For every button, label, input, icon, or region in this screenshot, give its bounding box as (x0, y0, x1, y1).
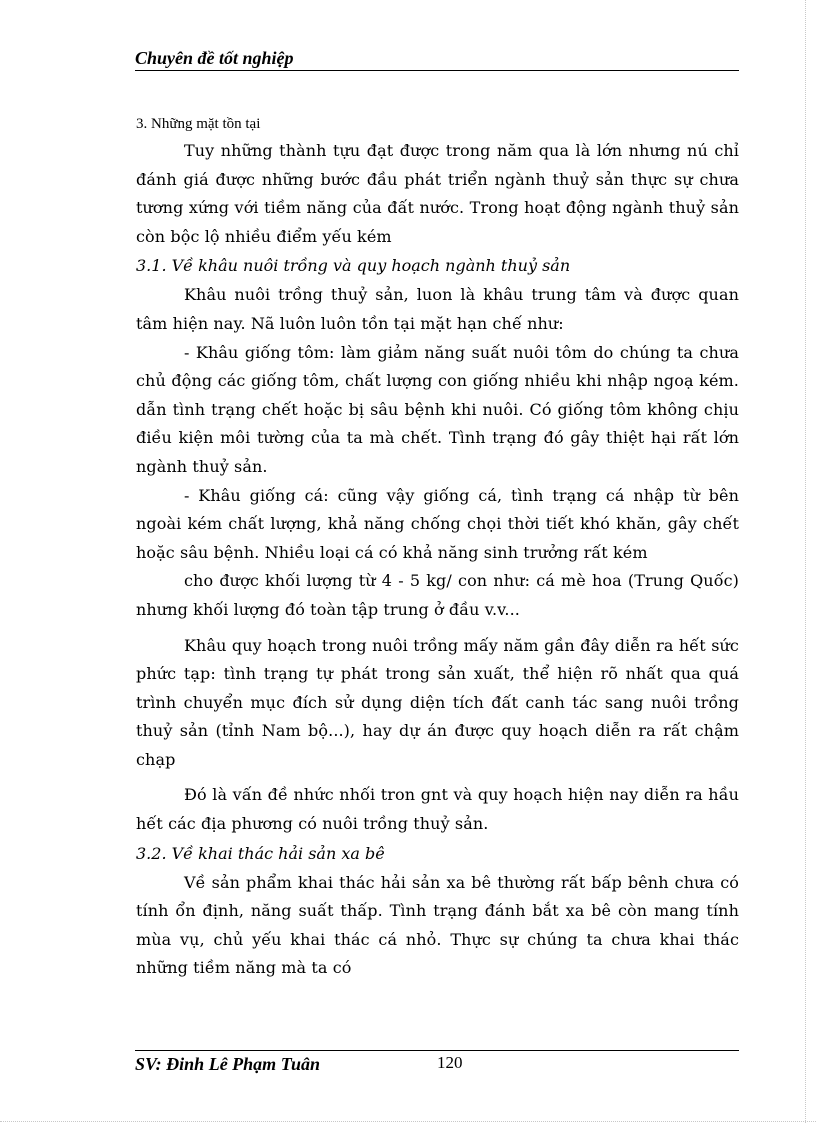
paragraph: Khâu nuôi trồng thuỷ sản, luon là khâu trung tâm và được quan tâm hiện nay. Nã luôn luôn tồn tại mặt hạn chế như: (136, 285, 739, 333)
sub-heading: 3.1. Về khâu nuôi trồng và quy hoạch ngành thuỷ sản (136, 256, 571, 276)
header-title: Chuyên đề tốt nghiệp (135, 48, 294, 68)
page-edge-right (805, 0, 807, 1123)
footer-author: SV: Đinh Lê Phạm Tuân (135, 1054, 321, 1074)
page-number: 120 (437, 1053, 463, 1072)
paragraph: cho được khối lượng từ 4 - 5 kg/ con như: cá mè hoa (Trung Quốc) nhưng khối lượng đó toàn tập trung ở đầu v.v... (136, 571, 739, 619)
paragraph: - Khâu giống cá: cũng vậy giống cá, tình trạng cá nhập từ bên ngoài kém chất lượng, khả năng chống chọi thời tiết khó khăn, gây chết hoặc sâu bệnh. Nhiều loại cá có khả năng sinh trưởng rất kém (136, 485, 739, 562)
paragraph: Tuy những thành tựu đạt được trong năm qua là lớn nhưng nú chỉ đánh giá được những bước đầu phát triển ngành thuỷ sản thực sự chưa tương xứng với tiềm năng của đất nước. Trong hoạt động ngành thuỷ sản còn bộc lộ nhiều điểm yếu kém (136, 141, 739, 246)
paragraph: Khâu quy hoạch trong nuôi trồng mấy năm gần đây diễn ra hết sức phức tạp: tình trạng tự phát trong sản xuất, thể hiện rõ nhất qua quá trình chuyển mục đích sử dụng diện tích đất canh tác sang nuôi trồng thuỷ sản (tỉnh Nam bộ...), hay dự án được quy hoạch diễn ra rất chậm chạp (136, 635, 739, 769)
footer-rule (135, 1050, 739, 1051)
section-heading: 3. Những mặt tồn tại (136, 116, 261, 132)
sub-heading: 3.2. Về khai thác hải sản xa bê (136, 843, 385, 863)
document-body (136, 109, 739, 983)
header-rule (135, 70, 739, 71)
paragraph: Đó là vấn đề nhức nhối tron gnt và quy hoạch hiện nay diễn ra hầu hết các địa phương có nuôi trồng thuỷ sản. (136, 785, 739, 834)
paragraph: - Khâu giống tôm: làm giảm năng suất nuôi tôm do chúng ta chưa chủ động các giống tôm, chất lượng con giống nhiều khi nhập ngoạ kém. dẫn tình trạng chết hoặc bị sâu bệnh khi nuôi. Có giống tôm không chịu điều kiện môi tường của ta mà chết. Tình trạng đó gây thiệt hại rất lớn ngành thuỷ sản. (136, 342, 739, 476)
paragraph: Về sản phẩm khai thác hải sản xa bê thường rất bấp bênh chưa có tính ổn định, năng suất thấp. Tình trạng đánh bắt xa bê còn mang tính mùa vụ, chủ yếu khai thác cá nhỏ. Thực sự chúng ta chưa khai thác những tiềm năng mà ta có (136, 872, 739, 978)
